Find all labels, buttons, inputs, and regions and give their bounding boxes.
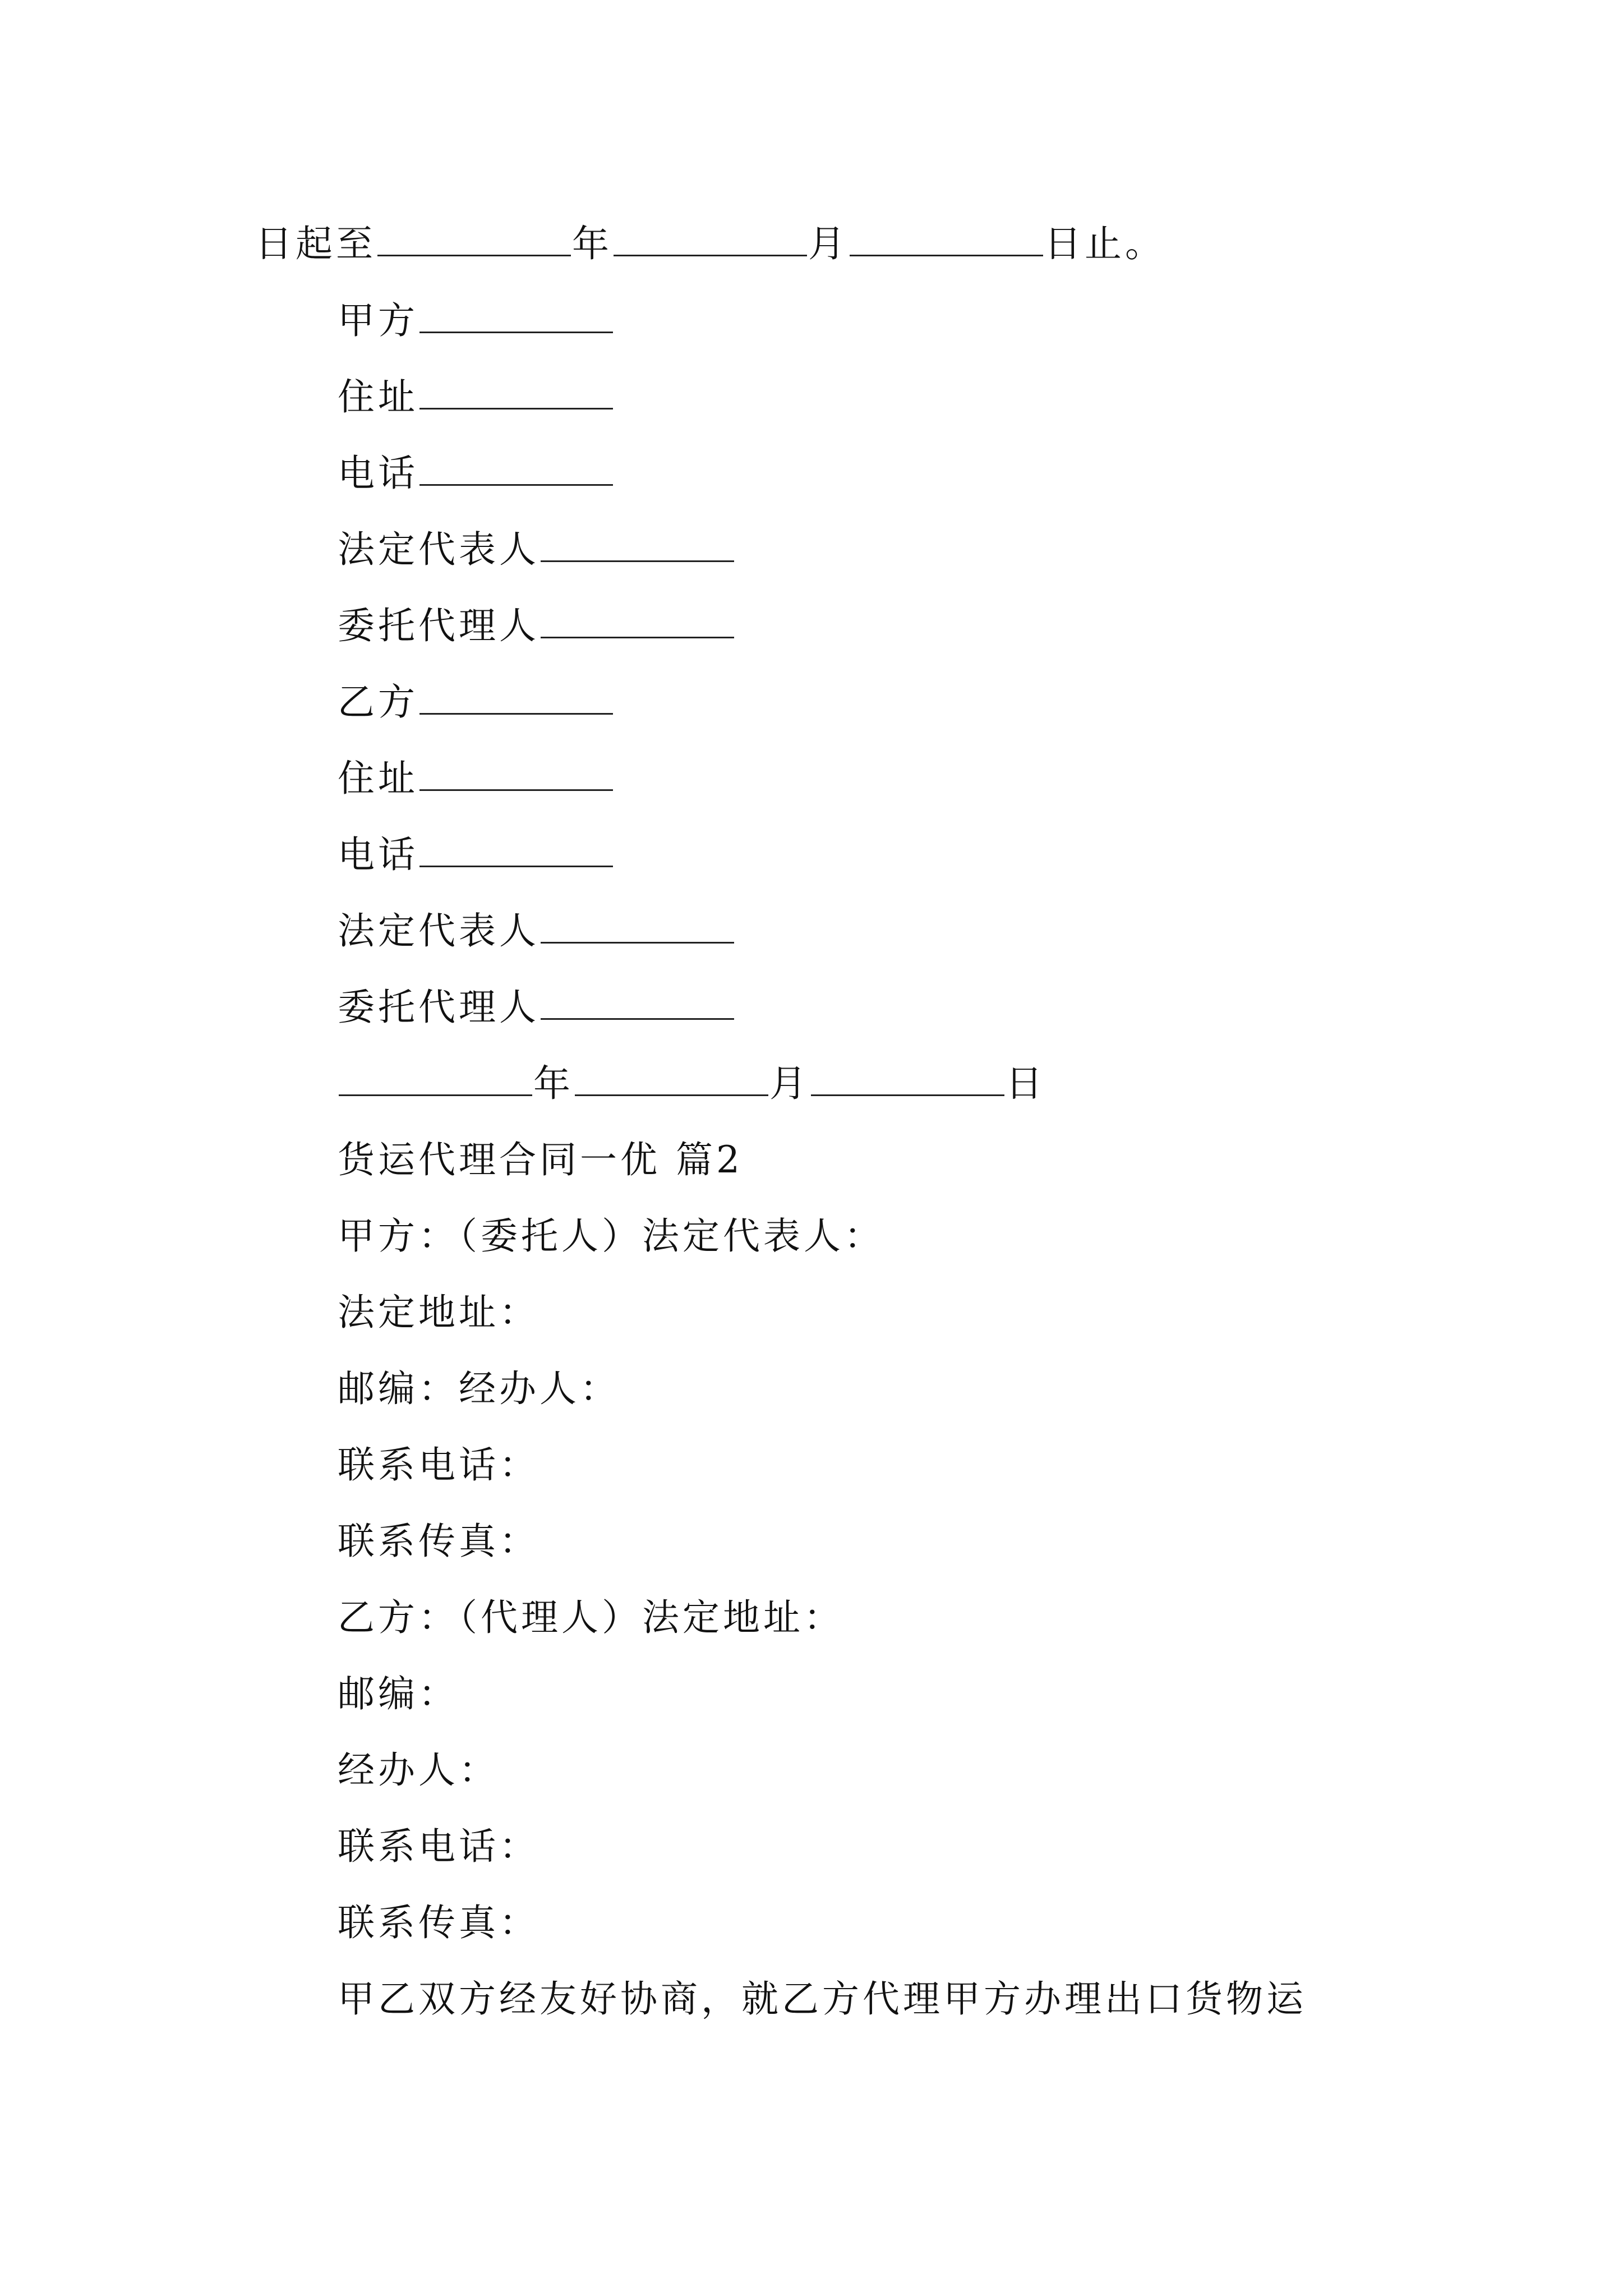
year-label: 年 bbox=[533, 1062, 574, 1105]
field-label: 住址 bbox=[338, 757, 418, 800]
year-blank bbox=[377, 218, 571, 256]
party-a-phone-field bbox=[338, 445, 614, 501]
fill-blank bbox=[541, 523, 734, 562]
party-b-field bbox=[338, 674, 614, 730]
section-title: 货运代理合同一优 篇2 bbox=[338, 1138, 743, 1181]
fill-blank bbox=[541, 981, 734, 1020]
day-label: 日 bbox=[1006, 1062, 1046, 1105]
party-b-address-field bbox=[338, 751, 614, 807]
date-prefix: 日起至 bbox=[255, 222, 376, 265]
postcode-handler-line: 邮编：经办人： bbox=[338, 1367, 620, 1410]
fill-blank bbox=[419, 752, 613, 791]
party-a-field bbox=[338, 293, 614, 349]
legal-address-line: 法定地址： bbox=[338, 1291, 540, 1334]
handler-line: 经办人： bbox=[338, 1749, 499, 1792]
field-label: 电话 bbox=[338, 833, 418, 876]
party-a-agent-field bbox=[338, 598, 735, 654]
party-b-legal-rep-field bbox=[338, 903, 735, 959]
fill-blank bbox=[419, 371, 613, 409]
day-blank bbox=[850, 218, 1043, 256]
party-b-header: 乙方：（代理人）法定地址： bbox=[338, 1596, 844, 1639]
signing-date-line bbox=[338, 1056, 1046, 1112]
date-range-line bbox=[255, 216, 1165, 272]
day-blank bbox=[811, 1057, 1004, 1096]
month-blank bbox=[575, 1057, 768, 1096]
field-label: 委托代理人 bbox=[338, 604, 540, 647]
postcode-line: 邮编： bbox=[338, 1672, 459, 1715]
field-label: 电话 bbox=[338, 452, 418, 495]
field-label: 委托代理人 bbox=[338, 986, 540, 1029]
fill-blank bbox=[419, 676, 613, 715]
month-label: 月 bbox=[808, 222, 849, 265]
party-a-address-field bbox=[338, 369, 614, 425]
month-label: 月 bbox=[769, 1062, 810, 1105]
field-label: 甲方 bbox=[338, 299, 418, 342]
party-b-agent-field bbox=[338, 979, 735, 1036]
agreement-paragraph: 甲乙双方经友好协商，就乙方代理甲方办理出口货物运 bbox=[338, 1977, 1307, 2021]
field-label: 法定代表人 bbox=[338, 528, 540, 571]
fill-blank bbox=[541, 600, 734, 638]
contact-fax-line: 联系传真： bbox=[338, 1901, 540, 1944]
field-label: 法定代表人 bbox=[338, 909, 540, 953]
fill-blank bbox=[419, 829, 613, 867]
contact-phone-line: 联系电话： bbox=[338, 1443, 540, 1487]
month-blank bbox=[614, 218, 807, 256]
field-label: 乙方 bbox=[338, 680, 418, 724]
field-label: 住址 bbox=[338, 375, 418, 418]
party-b-phone-field bbox=[338, 827, 614, 883]
party-a-header: 甲方：（委托人）法定代表人： bbox=[338, 1214, 884, 1258]
year-blank bbox=[339, 1057, 532, 1096]
fill-blank bbox=[419, 295, 613, 333]
contact-fax-line: 联系传真： bbox=[338, 1520, 540, 1563]
fill-blank bbox=[541, 905, 734, 944]
date-suffix: 日止。 bbox=[1044, 222, 1165, 265]
year-label: 年 bbox=[572, 222, 612, 265]
party-a-legal-rep-field bbox=[338, 522, 735, 578]
fill-blank bbox=[419, 447, 613, 486]
contact-phone-line: 联系电话： bbox=[338, 1825, 540, 1868]
